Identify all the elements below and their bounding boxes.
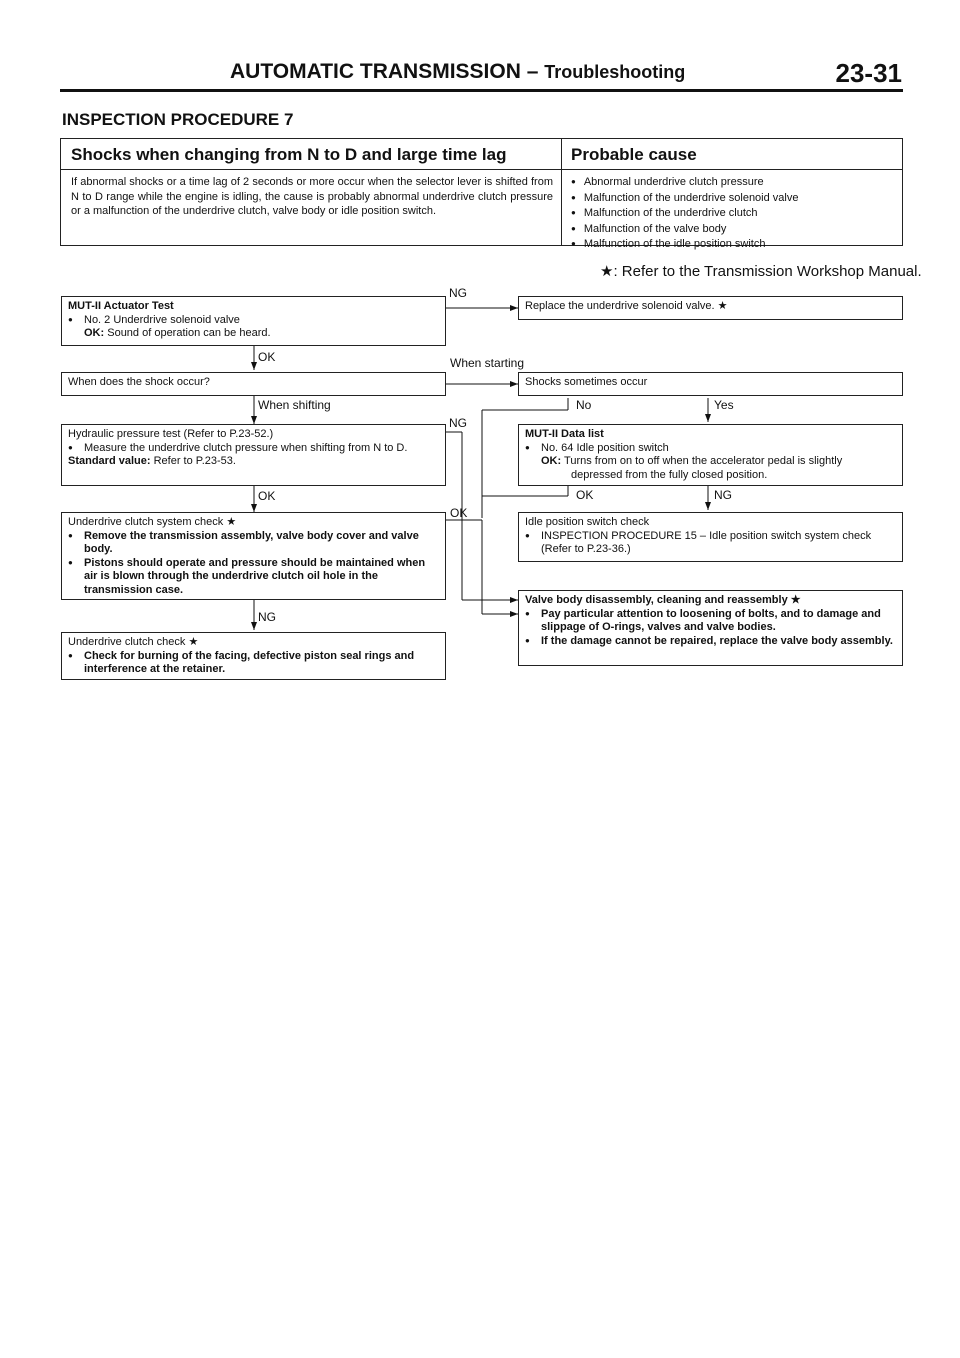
label-ok: OK [258,489,276,503]
ok-label: OK: [84,327,105,339]
label-ok: OK [576,488,594,502]
valve-body-box [518,590,903,666]
cause-heading: Probable cause [571,145,697,164]
shock-question-box [61,372,446,396]
data-list-item: ● No. 64 Idle position switch [525,442,896,456]
shocks-sometimes-box [518,372,903,396]
data-list-box [518,424,903,486]
actuator-test-box [61,296,446,346]
hydraulic-test-item: ● Measure the underdrive clutch pressure when shifting from N to D. [68,442,439,456]
valve-body-title: Valve body disassembly, cleaning and reassembly ★ [525,594,801,606]
cause-item: ● Abnormal underdrive clutch pressure [571,175,798,191]
page-number: 23-31 [835,58,902,88]
clutch-system-check-item: ● Remove the transmission assembly, valve body cover and valve body. [68,530,439,557]
actuator-test-title: MUT-II Actuator Test [68,300,174,312]
label-ng: NG [449,286,467,300]
valve-body-item: ● Pay particular attention to loosening of bolts, and to damage and slippage of O-rings, valves and valve bodies. [525,608,896,635]
label-yes: Yes [714,398,734,412]
star-note: ★: Refer to the Transmission Workshop Manual. [600,263,922,280]
clutch-check-box [61,632,446,680]
standard-value-text: Refer to P.23-53. [153,455,236,467]
ok-criteria: Sound of operation can be heard. [107,327,271,339]
actuator-test-item: ● No. 2 Underdrive solenoid valve [68,314,439,328]
section-title: AUTOMATIC TRANSMISSION [230,60,521,83]
title-separator: – [520,60,545,83]
label-ng: NG [714,488,732,502]
hydraulic-test-title: Hydraulic pressure test (Refer to P.23-52.) [68,428,274,440]
label-ok: OK [450,506,468,520]
symptom-description: If abnormal shocks or a time lag of 2 seconds or more occur when the selector lever is shifted from N to D range while the engine is idling, the cause is probably abnormal underdrive clutch pressure or a malfunction of the underdrive clutch, valve body or idle position switch. [71,176,553,217]
label-no: No [576,398,592,412]
section-subtitle: Troubleshooting [544,62,686,82]
procedure-title: INSPECTION PROCEDURE 7 [62,110,294,129]
label-ok: OK [258,350,276,364]
shocks-sometimes-text: Shocks sometimes occur [525,376,648,388]
replace-solenoid-box [518,296,903,320]
cause-item: ● Malfunction of the underdrive clutch [571,206,798,222]
label-when-shifting: When shifting [258,398,331,412]
symptom-heading: Shocks when changing from N to D and large time lag [71,145,507,164]
standard-value-label: Standard value: [68,455,151,467]
label-ng: NG [449,416,467,430]
clutch-system-check-item: ● Pistons should operate and pressure should be maintained when air is blown through the underdrive clutch oil hole in the transmission case. [68,557,439,598]
clutch-system-check-title: Underdrive clutch system check ★ [68,516,237,528]
replace-solenoid-text: Replace the underdrive solenoid valve. ★ [525,300,728,312]
hydraulic-test-box [61,424,446,486]
idle-switch-check-box [518,512,903,562]
clutch-system-check-box [61,512,446,600]
clutch-check-item: ● Check for burning of the facing, defective piston seal rings and interference at the retainer. [68,650,439,677]
ok-criteria: Turns from on to off when the accelerator pedal is slightly depressed from the fully closed position. [564,455,843,481]
clutch-check-title: Underdrive clutch check ★ [68,636,199,648]
ok-label: OK: [541,455,562,467]
shock-question-text: When does the shock occur? [68,376,210,388]
label-ng: NG [258,610,276,624]
label-when-starting: When starting [450,356,525,370]
valve-body-item: ● If the damage cannot be repaired, replace the valve body assembly. [525,635,896,649]
data-list-title: MUT-II Data list [525,428,604,440]
idle-switch-check-title: Idle position switch check [525,516,650,528]
idle-switch-check-item: ● INSPECTION PROCEDURE 15 – Idle position switch system check (Refer to P.23-36.) [525,530,896,557]
cause-item: ● Malfunction of the idle position switch [571,237,798,253]
cause-item: ● Malfunction of the valve body [571,222,798,238]
cause-item: ● Malfunction of the underdrive solenoid valve [571,191,798,207]
